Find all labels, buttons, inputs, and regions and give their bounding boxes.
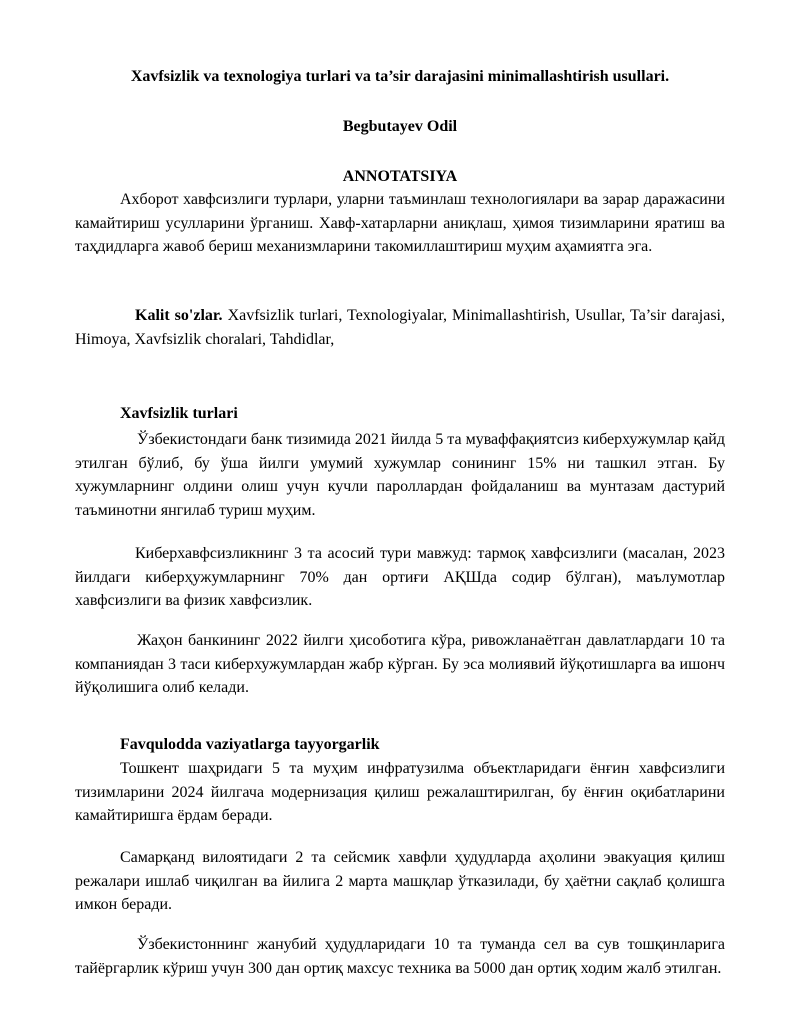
paragraph-text: Жаҳон банкининг 2022 йилги ҳисоботига кўра, ривожланаётган давлатлардаги 10 та компаниядан 3 таси киберхужумлардан жабр кўрган. Бу эса молиявий йўқотишларга ва ишонч йўқолишига олиб келади. bbox=[75, 632, 725, 696]
paragraph-text: Самарқанд вилоятидаги 2 та сейсмик хавфли ҳудудларда аҳолини эвакуация қилиш режалари ишлаб чиқилган ва йилига 2 марта машқлар ўтказилади, бу ҳаётни сақлаб қолишга имкон беради. bbox=[75, 849, 725, 913]
paragraph-text: Киберхавфсизликнинг 3 та асосий тури мавжуд: тармоқ хавфсизлиги (масалан, 2023 йилдаги киберҳужумларнинг 70% дан ортиғи АҚШда содир бўлган), маълумотлар хавфсизлиги ва физик хавфсизлик. bbox=[75, 545, 725, 609]
section1-paragraph-2 bbox=[75, 542, 725, 613]
section1-paragraph-1 bbox=[75, 428, 725, 522]
section-heading-security-types: Xavfsizlik turlari bbox=[120, 405, 238, 422]
annotation-text: Axборот хавфсизлиги турлари, уларни таъминлаш технологиялари ва зарар даражасини камайтириш усулларини ўрганиш. Хавф-хатарларни аниқлаш, ҳимоя тизимларини яратиш ва таҳдидларга жавоб бериш механизмларини такомиллаштириш муҳим аҳамиятга эга. bbox=[75, 191, 725, 255]
section2-paragraph-1 bbox=[75, 757, 725, 828]
author-name: Begbutayev Odil bbox=[342, 118, 458, 135]
paragraph-text: Ўзбекистондаги банк тизимида 2021 йилда 5 та муваффақиятсиз киберхужумлар қайд этилган бўлиб, бу ўша йилги умумий хужумлар сонининг 15% ни ташкил этган. Бу хужумларнинг олдини олиш учун кучли пароллардан фойдаланиш ва мунтазам дастурий таъминотни янгилаб туриш муҳим. bbox=[75, 431, 725, 519]
document-title: Xavfsizlik va texnologiya turlari va ta’sir darajasini minimallashtirish usullari. bbox=[130, 68, 670, 85]
annotation-paragraph bbox=[75, 188, 725, 259]
paragraph-text: Тошкент шаҳридаги 5 та муҳим инфратузилма объектларидаги ёнғин хавфсизлиги тизимларини 2024 йилгача модернизация қилиш режалаштирилган, бу ёнғин оқибатларини камайтиришга ёрдам беради. bbox=[75, 760, 725, 824]
section1-paragraph-3 bbox=[75, 629, 725, 700]
section2-paragraph-3 bbox=[75, 933, 725, 980]
paragraph-text: Ўзбекистоннинг жанубий ҳудудларидаги 10 та туманда сел ва сув тошқинларига тайёргарлик кўриш учун 300 дан ортиқ махсус техника ва 5000 дан ортиқ ходим жалб этилган. bbox=[75, 936, 725, 977]
annotation-heading: ANNOTATSIYA bbox=[342, 168, 458, 185]
section2-paragraph-2 bbox=[75, 846, 725, 917]
section-heading-emergency-preparedness: Favqulodda vaziyatlarga tayyorgarlik bbox=[120, 736, 380, 753]
keywords-text: Xavfsizlik turlari, Texnologiyalar, Minimallashtirish, Usullar, Ta’sir darajasi, Himoya, Xavfsizlik choralari, Tahdidlar, bbox=[75, 307, 726, 348]
keywords-paragraph bbox=[75, 304, 725, 351]
keywords-label: Kalit so'zlar. bbox=[135, 307, 223, 324]
